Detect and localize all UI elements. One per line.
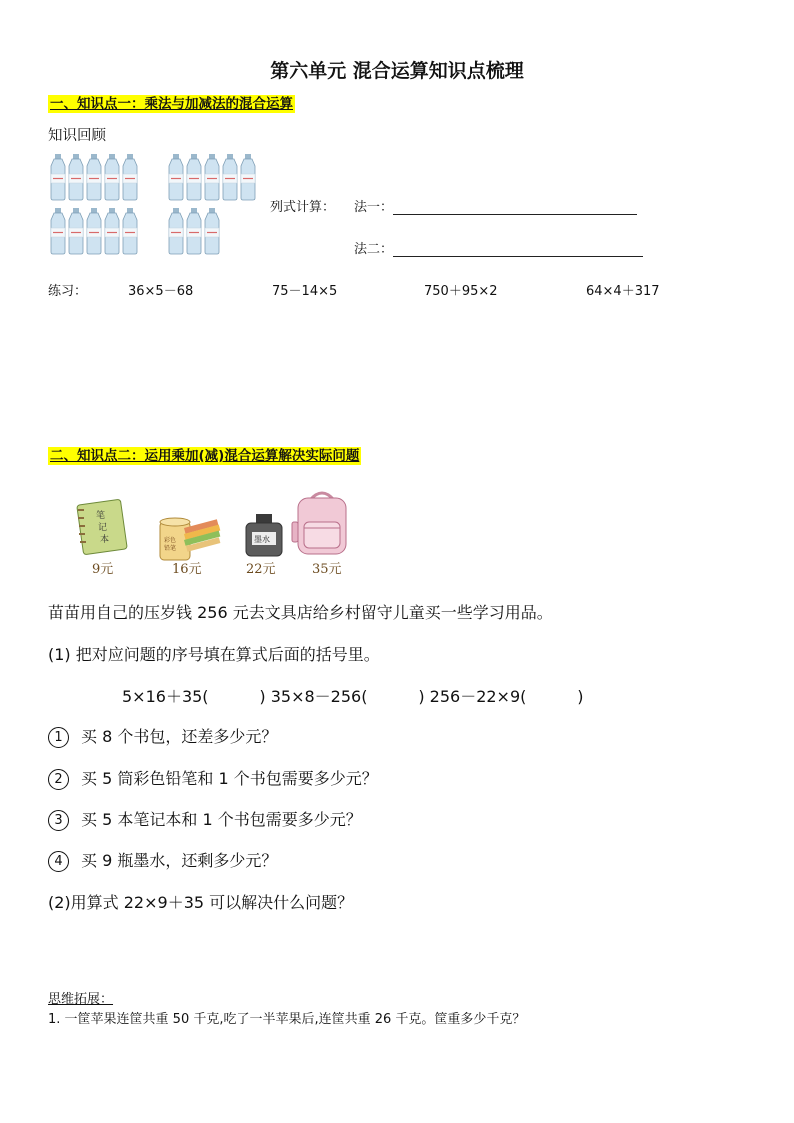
water-bottle-icon bbox=[51, 154, 65, 200]
option-number: 3 bbox=[48, 810, 69, 831]
method1-answer-line[interactable] bbox=[393, 200, 637, 215]
water-bottle-icon bbox=[223, 154, 237, 200]
question-2: (2)用算式 22×9＋35 可以解决什么问题？ bbox=[48, 893, 354, 912]
method2-answer-line[interactable] bbox=[393, 242, 643, 257]
water-bottle-icon bbox=[187, 208, 201, 254]
ink-icon bbox=[244, 512, 284, 558]
option-number: 4 bbox=[48, 851, 69, 872]
review-label: 知识回顾 bbox=[48, 128, 106, 144]
method1-label: 法一： bbox=[354, 200, 394, 215]
question-1: (1) 把对应问题的序号填在算式后面的括号里。 bbox=[48, 645, 380, 664]
svg-text:彩色: 彩色 bbox=[164, 537, 177, 544]
exercise-item: 750＋95×2 bbox=[424, 284, 498, 299]
section2-heading: 二、知识点二：运用乘加(减)混合运算解决实际问题 bbox=[50, 448, 360, 464]
method2-row bbox=[354, 238, 643, 257]
water-bottle-icon bbox=[87, 208, 101, 254]
option-text: 买 9 瓶墨水，还剩多少元？ bbox=[81, 851, 278, 870]
option-number: 2 bbox=[48, 769, 69, 790]
svg-text:本: 本 bbox=[100, 535, 110, 545]
exercise-item: 64×4＋317 bbox=[586, 284, 660, 299]
water-bottle-icon bbox=[205, 208, 219, 254]
calc-label: 列式计算： bbox=[270, 200, 336, 215]
backpack-price: 35元 bbox=[312, 562, 342, 577]
page-title: 第六单元 混合运算知识点梳理 bbox=[270, 60, 524, 82]
option-text: 买 8 个书包，还差多少元？ bbox=[81, 727, 278, 746]
notebook-price: 9元 bbox=[92, 562, 114, 577]
pencils-price: 16元 bbox=[172, 562, 202, 577]
method1-row bbox=[354, 196, 637, 215]
method2-label: 法二： bbox=[354, 242, 394, 257]
problem-intro: 苗苗用自己的压岁钱 256 元去文具店给乡村留守儿童买一些学习用品。 bbox=[48, 603, 553, 622]
water-bottle-icon bbox=[69, 154, 83, 200]
water-bottle-icon bbox=[123, 154, 137, 200]
water-bottle-icon bbox=[105, 208, 119, 254]
svg-text:记: 记 bbox=[98, 523, 108, 533]
option-item bbox=[48, 724, 277, 748]
svg-text:铅笔: 铅笔 bbox=[164, 545, 177, 552]
water-bottle-icon bbox=[51, 208, 65, 254]
option-text: 买 5 本笔记本和 1 个书包需要多少元？ bbox=[81, 810, 362, 829]
formulas-row: 5×16＋35( ) 35×8－256( ) 256－22×9( ) bbox=[122, 687, 584, 706]
ink-price: 22元 bbox=[246, 562, 276, 577]
option-item bbox=[48, 807, 362, 831]
water-bottle-icon bbox=[105, 154, 119, 200]
water-bottle-icon bbox=[169, 154, 183, 200]
practice-label: 练习： bbox=[48, 284, 88, 299]
backpack-icon bbox=[290, 488, 354, 558]
water-bottle-icon bbox=[169, 208, 183, 254]
water-bottle-icon bbox=[87, 154, 101, 200]
water-bottle-icon bbox=[69, 208, 83, 254]
svg-text:墨水: 墨水 bbox=[254, 535, 270, 544]
exercise-item: 36×5－68 bbox=[128, 284, 194, 299]
exercise-item: 75－14×5 bbox=[272, 284, 338, 299]
option-item bbox=[48, 848, 277, 872]
water-bottle-icon bbox=[205, 154, 219, 200]
water-bottle-icon bbox=[241, 154, 255, 200]
extension-question-1: 1. 一筐苹果连筐共重 50 千克,吃了一半苹果后,连筐共重 26 千克。筐重多少千克？ bbox=[48, 1012, 526, 1027]
water-bottle-icon bbox=[187, 154, 201, 200]
svg-text:笔: 笔 bbox=[96, 511, 106, 521]
extension-label: 思维拓展： bbox=[48, 992, 114, 1007]
section1-heading: 一、知识点一：乘法与加减法的混合运算 bbox=[50, 96, 293, 112]
option-text: 买 5 筒彩色铅笔和 1 个书包需要多少元？ bbox=[81, 769, 378, 788]
pencils-icon bbox=[158, 514, 228, 564]
notebook-icon bbox=[72, 496, 132, 558]
water-bottles-image bbox=[48, 152, 268, 262]
option-item bbox=[48, 766, 378, 790]
water-bottle-icon bbox=[123, 208, 137, 254]
option-number: 1 bbox=[48, 727, 69, 748]
